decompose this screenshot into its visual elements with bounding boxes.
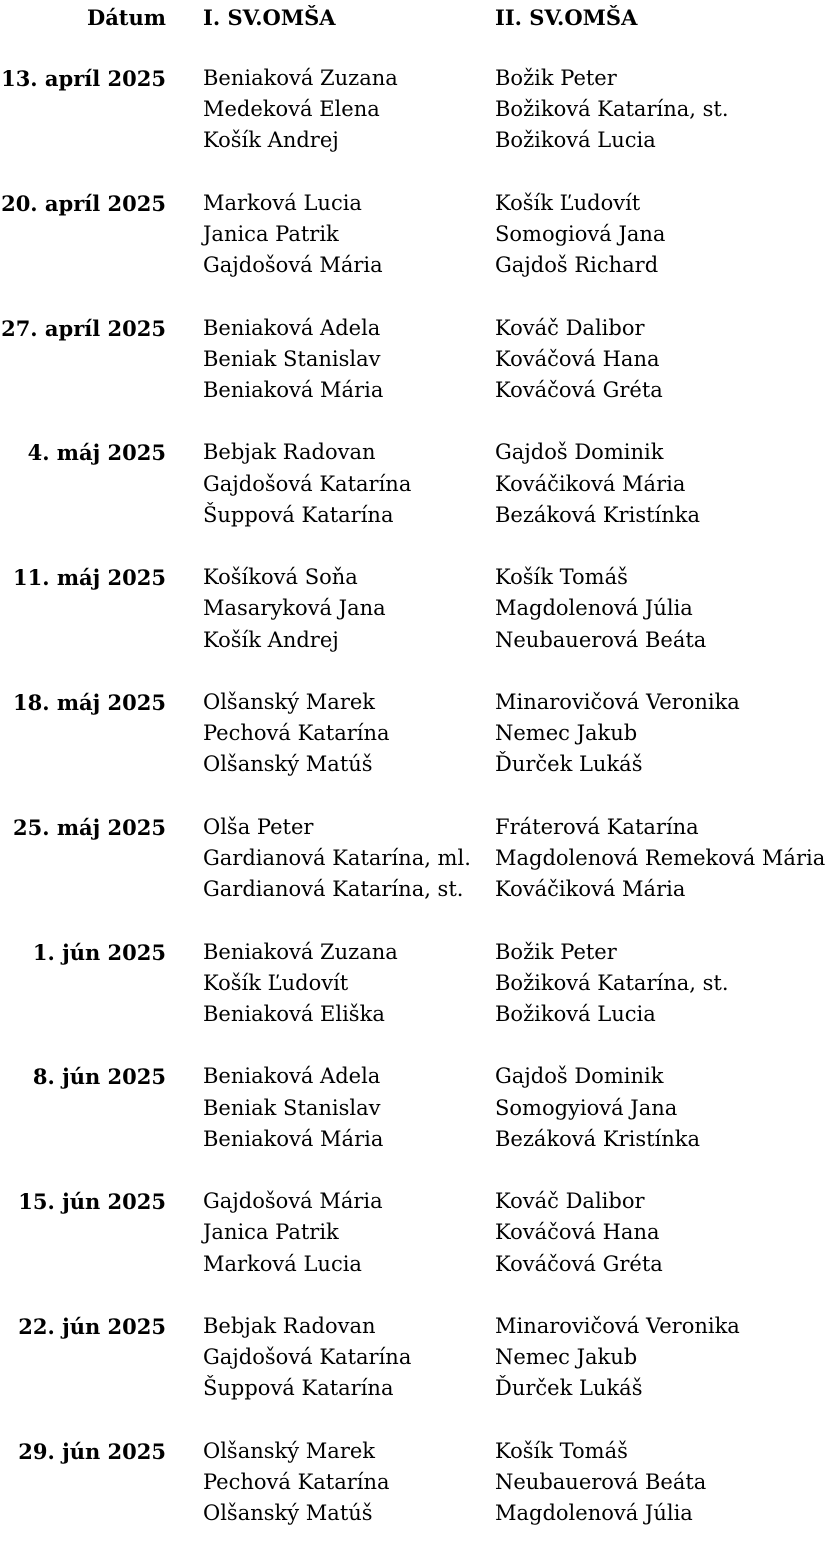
reader-name: Ďurček Lukáš: [495, 752, 643, 777]
schedule-entry: [0, 1186, 828, 1311]
reader-name: Janica Patrik: [203, 221, 339, 246]
first-mass-readers: [203, 937, 398, 1031]
entry-date: 8. jún 2025: [32, 1064, 166, 1090]
reader-name: Bebjak Radovan: [203, 440, 376, 465]
reader-name: Minarovičová Veronika: [495, 689, 740, 714]
second-mass-readers: [495, 1311, 740, 1405]
reader-name: Kováč Dalibor: [495, 315, 645, 340]
date-column-header: Dátum: [86, 5, 166, 30]
entry-date: 1. jún 2025: [32, 939, 166, 965]
reader-name: Šuppová Katarína: [203, 1376, 394, 1401]
first-mass-readers: [203, 1436, 390, 1530]
reader-name: Božik Peter: [495, 939, 617, 964]
schedule-entry: [0, 687, 828, 812]
second-mass-readers: [495, 63, 729, 157]
reader-name: Gajdošová Mária: [203, 1189, 383, 1214]
second-mass-readers: [495, 1186, 663, 1280]
reader-name: Gajdošová Mária: [203, 253, 383, 278]
first-mass-readers: [203, 1186, 383, 1280]
reader-name: Somogiová Jana: [495, 221, 666, 246]
second-mass-readers: [495, 812, 825, 906]
reader-name: Bezáková Kristínka: [495, 1126, 701, 1151]
entry-date: 22. jún 2025: [18, 1313, 166, 1339]
reader-name: Olšanský Matúš: [203, 1501, 373, 1526]
reader-name: Magdolenová Remeková Mária: [495, 845, 826, 870]
second-mass-readers: [495, 313, 663, 407]
reader-name: Božik Peter: [495, 66, 617, 90]
second-mass-readers: [495, 437, 700, 531]
first-mass-readers: [203, 1311, 411, 1405]
reader-name: Nemec Jakub: [495, 1345, 638, 1370]
second-mass-column-header: II. SV.OMŠA: [495, 5, 638, 30]
reader-name: Pechová Katarína: [203, 1469, 390, 1494]
reader-name: Neubauerová Beáta: [495, 627, 707, 652]
entry-date: 11. máj 2025: [12, 565, 166, 591]
second-mass-readers: [495, 1436, 706, 1530]
schedule-entry: [0, 1061, 828, 1186]
reader-name: Masaryková Jana: [203, 596, 386, 621]
first-mass-readers: [203, 562, 386, 656]
entry-date: 4. máj 2025: [27, 440, 166, 466]
schedule-entry: [0, 562, 828, 687]
reader-name: Božiková Lucia: [495, 1001, 656, 1026]
first-mass-column-header: I. SV.OMŠA: [203, 5, 336, 30]
reader-name: Božiková Lucia: [495, 128, 656, 153]
entry-date: 18. máj 2025: [12, 689, 166, 715]
reader-name: Marková Lucia: [203, 1251, 362, 1276]
reader-name: Magdolenová Júlia: [495, 596, 693, 621]
schedule-entry: [0, 1311, 828, 1436]
reader-name: Olšanský Marek: [203, 689, 376, 714]
second-mass-readers: [495, 687, 740, 781]
schedule-list: [0, 63, 828, 1561]
second-mass-readers: [495, 188, 665, 282]
reader-name: Božiková Katarína, st.: [495, 970, 729, 995]
table-header: [0, 2, 828, 34]
first-mass-readers: [203, 313, 383, 407]
reader-name: Bezáková Kristínka: [495, 502, 701, 527]
reader-name: Minarovičová Veronika: [495, 1313, 740, 1338]
reader-name: Kováčová Hana: [495, 346, 660, 371]
reader-name: Beniak Stanislav: [203, 346, 381, 371]
reader-name: Olšanský Matúš: [203, 752, 373, 777]
reader-name: Košík Ľudovít: [495, 190, 641, 215]
reader-name: Košíková Soňa: [203, 565, 358, 590]
schedule-entry: [0, 188, 828, 313]
reader-name: Gajdoš Dominik: [495, 1064, 664, 1089]
reader-name: Marková Lucia: [203, 190, 362, 215]
second-mass-readers: [495, 1061, 700, 1155]
reader-name: Somogyiová Jana: [495, 1095, 678, 1120]
schedule-entry: [0, 63, 828, 188]
reader-name: Kováčiková Mária: [495, 471, 686, 496]
first-mass-readers: [203, 1061, 383, 1155]
entry-date: 29. jún 2025: [18, 1438, 166, 1464]
reader-name: Beniak Stanislav: [203, 1095, 381, 1120]
reader-name: Beniaková Adela: [203, 315, 381, 340]
reader-name: Beniaková Mária: [203, 1126, 384, 1151]
reader-name: Nemec Jakub: [495, 721, 638, 746]
reader-name: Beniaková Eliška: [203, 1001, 385, 1026]
reader-name: Gardianová Katarína, ml.: [203, 845, 471, 870]
schedule-entry: [0, 812, 828, 937]
reader-name: Olša Peter: [203, 814, 314, 839]
reader-name: Kováčová Hana: [495, 1220, 660, 1245]
reader-name: Ďurček Lukáš: [495, 1376, 643, 1401]
reader-name: Beniaková Zuzana: [203, 939, 398, 964]
reader-name: Medeková Elena: [203, 97, 380, 122]
reader-name: Košík Andrej: [203, 627, 339, 652]
entry-date: 15. jún 2025: [18, 1189, 166, 1215]
schedule-entry: [0, 437, 828, 562]
reader-name: Gajdošová Katarína: [203, 1345, 412, 1370]
first-mass-readers: [203, 687, 390, 781]
reader-name: Kováčiková Mária: [495, 877, 686, 902]
reader-name: Bebjak Radovan: [203, 1313, 376, 1338]
first-mass-readers: [203, 63, 398, 157]
first-mass-readers: [203, 437, 411, 531]
reader-name: Fráterová Katarína: [495, 814, 699, 839]
reader-name: Pechová Katarína: [203, 721, 390, 746]
second-mass-readers: [495, 937, 729, 1031]
reader-name: Beniaková Zuzana: [203, 66, 398, 90]
reader-name: Božiková Katarína, st.: [495, 97, 729, 122]
reader-name: Beniaková Mária: [203, 377, 384, 402]
reader-name: Gajdoš Dominik: [495, 440, 664, 465]
reader-name: Magdolenová Júlia: [495, 1501, 693, 1526]
first-mass-readers: [203, 812, 471, 906]
reader-name: Kováčová Gréta: [495, 377, 663, 402]
schedule-entry: [0, 313, 828, 438]
reader-name: Šuppová Katarína: [203, 502, 394, 527]
entry-date: 20. apríl 2025: [1, 190, 166, 216]
reader-name: Neubauerová Beáta: [495, 1469, 707, 1494]
entry-date: 27. apríl 2025: [1, 315, 166, 341]
first-mass-readers: [203, 188, 383, 282]
reader-name: Košík Andrej: [203, 128, 339, 153]
reader-name: Košík Tomáš: [495, 565, 628, 590]
reader-name: Janica Patrik: [203, 1220, 339, 1245]
reader-name: Košík Tomáš: [495, 1438, 628, 1463]
schedule-entry: [0, 1436, 828, 1561]
reader-name: Gajdoš Richard: [495, 253, 659, 278]
reader-name: Gardianová Katarína, st.: [203, 877, 464, 902]
reader-name: Kováč Dalibor: [495, 1189, 645, 1214]
second-mass-readers: [495, 562, 706, 656]
entry-date: 25. máj 2025: [12, 814, 166, 840]
reader-name: Beniaková Adela: [203, 1064, 381, 1089]
reader-name: Gajdošová Katarína: [203, 471, 412, 496]
reader-name: Olšanský Marek: [203, 1438, 376, 1463]
reader-name: Košík Ľudovít: [203, 970, 349, 995]
reader-name: Kováčová Gréta: [495, 1251, 663, 1276]
entry-date: 13. apríl 2025: [1, 66, 166, 91]
schedule-entry: [0, 937, 828, 1062]
